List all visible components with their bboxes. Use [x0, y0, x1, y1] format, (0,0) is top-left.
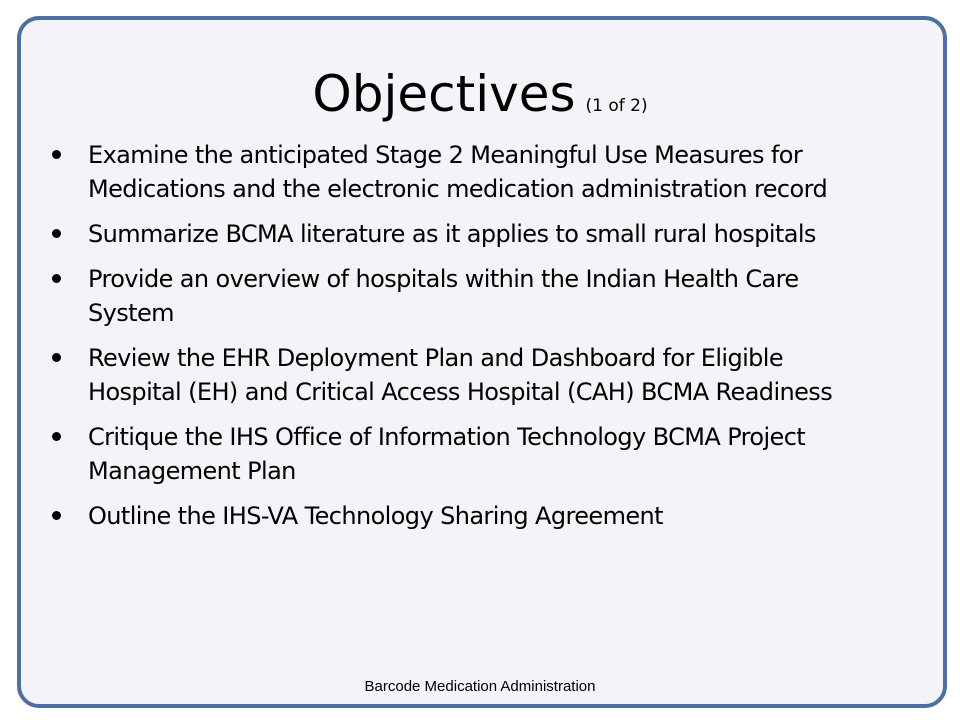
bullet-text-line: Summarize BCMA literature as it applies to small rural hospitals [88, 220, 816, 248]
bullet-icon [52, 432, 61, 441]
bullet-item [48, 420, 938, 488]
bullet-item [48, 138, 938, 206]
bullet-icon [52, 150, 61, 159]
bullet-icon [52, 274, 61, 283]
bullet-icon [52, 229, 61, 238]
bullet-text-line: Hospital (EH) and Critical Access Hospital (CAH) BCMA Readiness [88, 378, 833, 406]
bullet-item [48, 341, 938, 409]
bullet-item [48, 262, 938, 330]
bullet-text-line: Provide an overview of hospitals within the Indian Health Care [88, 265, 799, 293]
bullet-item [48, 499, 938, 533]
bullet-text-line: Medications and the electronic medication administration record [88, 175, 828, 203]
bullet-text-line: Outline the IHS-VA Technology Sharing Agreement [88, 502, 663, 530]
slide-title-row [0, 58, 960, 130]
bullet-item [48, 217, 938, 251]
bullet-text-line: Examine the anticipated Stage 2 Meaningful Use Measures for [88, 141, 803, 169]
slide-footer: Barcode Medication Administration [364, 678, 596, 695]
slide-subtitle: (1 of 2) [585, 96, 648, 116]
bullet-icon [52, 511, 61, 520]
bullet-text-line: Critique the IHS Office of Information Technology BCMA Project [88, 423, 806, 451]
bullet-text-line: System [88, 299, 174, 327]
bullet-text-line: Review the EHR Deployment Plan and Dashboard for Eligible [88, 344, 784, 372]
bullet-text-line: Management Plan [88, 457, 296, 485]
objectives-list [48, 138, 938, 544]
slide-title: Objectives [312, 65, 576, 123]
bullet-icon [52, 353, 61, 362]
